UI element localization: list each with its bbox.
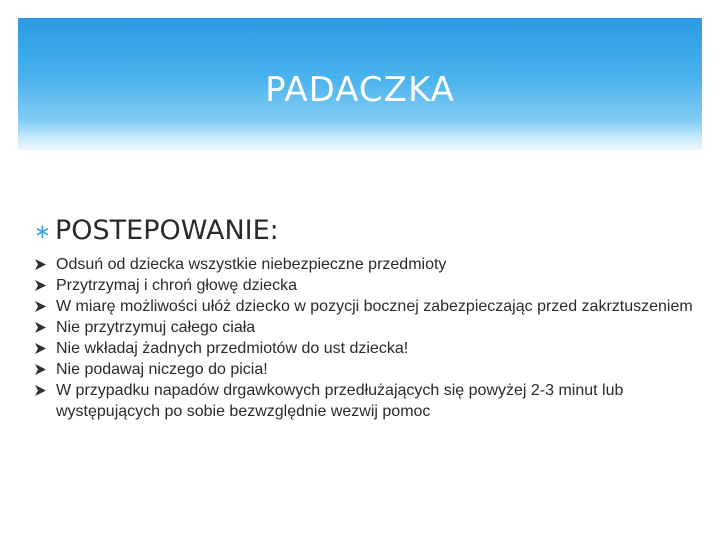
slide-content: [34, 214, 694, 422]
list-item-text: Nie wkładaj żadnych przedmiotów do ust dziecka!: [56, 340, 409, 357]
bullet-list: [34, 254, 694, 422]
list-item-text: Nie przytrzymuj całego ciała: [56, 319, 256, 336]
arrow-head-bullet-icon: [34, 342, 47, 355]
list-item: [34, 359, 694, 380]
section-heading-text: POSTEPOWANIE:: [55, 215, 279, 246]
title-banner: [18, 18, 702, 150]
list-item-text: Odsuń od dziecka wszystkie niebezpieczne przedmioty: [56, 256, 447, 273]
list-item: [34, 338, 694, 359]
arrow-head-bullet-icon: [34, 258, 47, 271]
list-item: [34, 296, 694, 317]
arrow-head-bullet-icon: [34, 384, 47, 397]
list-item: [34, 380, 694, 422]
section-heading: [34, 214, 694, 248]
slide-title: PADACZKA: [265, 70, 455, 110]
arrow-head-bullet-icon: [34, 363, 47, 376]
list-item: [34, 275, 694, 296]
list-item-text: Nie podawaj niczego do picia!: [56, 361, 268, 378]
arrow-head-bullet-icon: [34, 279, 47, 292]
asterisk-bullet-icon: ∗: [34, 219, 51, 243]
list-item: [34, 317, 694, 338]
list-item-text: Przytrzymaj i chroń głowę dziecka: [56, 277, 297, 294]
list-item-text: W miarę możliwości ułóż dziecko w pozycji bocznej zabezpieczając przed zakrztuszeniem: [56, 298, 693, 315]
arrow-head-bullet-icon: [34, 300, 47, 313]
arrow-head-bullet-icon: [34, 321, 47, 334]
list-item: [34, 254, 694, 275]
list-item-text: W przypadku napadów drgawkowych przedłużających się powyżej 2-3 minut lub występujących po sobie bezwzględnie wezwij pomoc: [56, 382, 624, 420]
